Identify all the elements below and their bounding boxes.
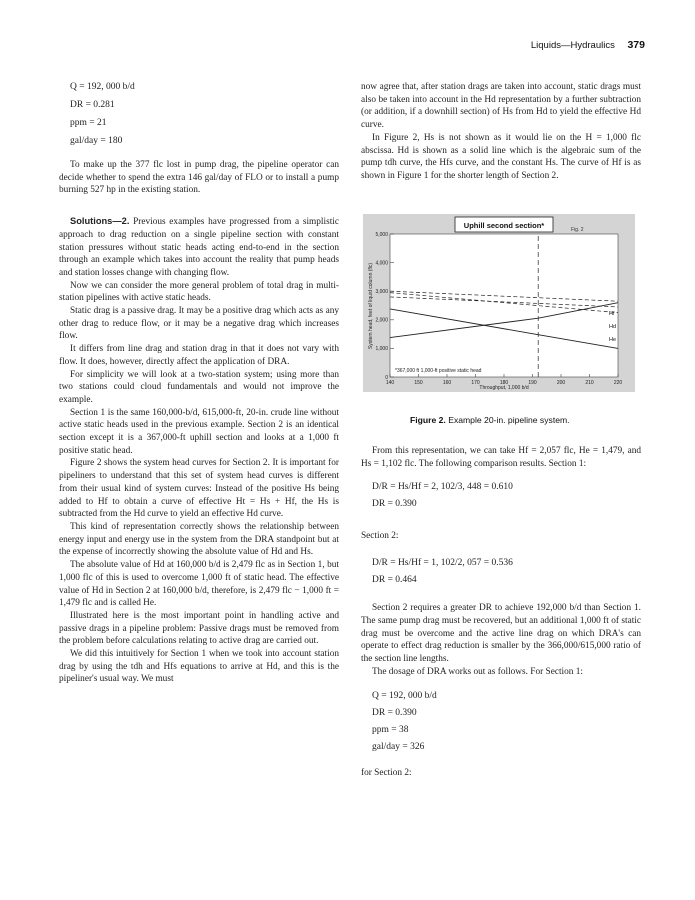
equation-line: DR = 0.390	[372, 499, 417, 510]
caption-text: Example 20-in. pipeline system.	[445, 415, 570, 425]
x-tick-label: 210	[585, 380, 594, 386]
page-number: 379	[627, 39, 645, 51]
header-section: Liquids—Hydraulics	[530, 40, 615, 51]
caption-label: Figure 2.	[410, 415, 446, 425]
paragraph: To make up the 377 flc lost in pump drag, the pipeline operator can decide whether to spend the extra 146 gal/day of FLO or to install a pump burning 527 hp in the existing station.	[59, 160, 339, 196]
equation-line: D/R = Hs/Hf = 1, 102/2, 057 = 0.536	[372, 558, 513, 569]
equation-line: Q = 192, 000 b/d	[372, 691, 437, 702]
paragraph: Section 1 is the same 160,000-b/d, 615,000-ft, 20-in. crude line without active static heads used in the previous example. Section 2 is an identical section except it is a 367,000-ft uphill section and looks at a 1,000 ft positive static head.	[59, 407, 339, 456]
paragraph: Now we can consider the more general problem of total drag in multi-station pipelines with active static heads.	[59, 280, 339, 304]
equation-line: ppm = 21	[70, 118, 107, 128]
paragraph: This kind of representation correctly shows the relationship between energy input and energy use in the system from the DRA standpoint but at the expense of incorrectly showing the absolute value of Hd and Hs.	[59, 521, 339, 558]
x-tick-label: 150	[414, 380, 423, 386]
paragraph: In Figure 2, Hs is not shown as it would lie on the H = 1,000 flc abscissa. Hd is shown as a solid line which is the algebraic sum of the pump tdh curve, the Hfs curve, and the constant Hs. The curve of Hf is as shown in Figure 1 for the shorter length of Section 2.	[361, 132, 641, 181]
paragraph: Static drag is a passive drag. It may be a positive drag which acts as any other drag to reduce flow, or it may be a negative drag which increases flow.	[59, 306, 339, 342]
curve-label-hf: Hf	[609, 311, 615, 317]
x-tick-label: 220	[613, 380, 623, 386]
x-tick-label: 170	[471, 380, 480, 386]
x-tick-label: 190	[528, 380, 537, 386]
section-heading: Solutions—2.	[70, 216, 130, 227]
section2-label: Section 2:	[361, 531, 399, 542]
chart-footnote: *367,000 ft 1,000-ft positive static head	[395, 368, 482, 374]
equation-line: DR = 0.281	[70, 100, 115, 110]
equation-block-bottom	[361, 690, 641, 753]
y-tick-label: 3,000	[375, 289, 388, 295]
for-section2-text: for Section 2:	[361, 768, 412, 779]
y-tick-label: 0	[385, 374, 388, 381]
y-axis-label: System head, feet of liquid column (flc)	[368, 262, 374, 350]
paragraph: From this representation, we can take Hf = 2,057 flc, He = 1,479, and Hs = 1,102 flc. The following comparison results. Section 1:	[361, 446, 641, 469]
running-header	[531, 39, 645, 51]
equation-line: DR = 0.390	[372, 708, 417, 719]
solutions-text: Previous examples have progressed from a simplistic approach to drag reduction on a single pipeline section with constant station pressures without static heads acting end-to-end in the section through an example which takes into account the reality that pump heads and station losses change with changing flow.	[59, 217, 339, 278]
curve-label-hd: Hd	[609, 324, 617, 330]
right-column-top	[361, 81, 641, 183]
equation-line: gal/day = 180	[70, 136, 123, 146]
x-tick-label: 140	[385, 380, 395, 386]
equation-line: D/R = Hs/Hf = 2, 102/3, 448 = 0.610	[372, 482, 513, 493]
y-tick-label: 2,000	[375, 317, 388, 324]
equation-block-top	[59, 81, 339, 147]
chart-title: Uphill second section*	[463, 221, 545, 230]
x-tick-label: 160	[442, 380, 452, 386]
x-tick-label: 200	[556, 380, 566, 386]
equation-line: gal/day = 326	[372, 742, 425, 753]
y-tick-label: 1,000	[375, 346, 388, 353]
paragraph: now agree that, after station drags are taken into account, static drags must also be taken into account in the Hd representation by a further subtraction (or addition, if a downhill section) of Hs from Hd to yield the effective Hd curve.	[361, 82, 641, 131]
paragraph: Figure 2 shows the system head curves for Section 2. It is important for pipeliners to understand that this set of system head curves is different from their usual kind of system curves: Instead of the positive Hs being added to Hf to obtain a curve of effective Ht = Hs + Hf, the Hs is subtracted from the Hd curve to yield an effective Hd curve.	[59, 458, 339, 520]
equation-line: Q = 192, 000 b/d	[70, 82, 135, 92]
y-tick-label: 5,000	[375, 231, 388, 238]
paragraph-solutions	[59, 215, 339, 280]
x-tick-label: 180	[499, 380, 509, 386]
paragraph: Illustrated here is the most important point in handling active and passive drags in a pipeline problem: Passive drags must be removed from the problem before calculations relating to active drag are carried out.	[59, 610, 339, 647]
fig-tag: Fig. 2	[571, 227, 584, 233]
paragraph: We did this intuitively for Section 1 when we took into account station drag by using the tdh and Hfs equations to arrive at Hd, and this is the pipeliner's usual way. We must	[59, 649, 339, 685]
paragraph: It differs from line drag and station drag in that it does not vary with flow. It does, however, directly affect the application of DRA.	[59, 344, 339, 367]
right-column-bottom	[361, 445, 641, 780]
figure-caption	[410, 415, 570, 425]
equation-block-section2	[361, 557, 641, 586]
paragraph: For simplicity we will look at a two-station system; using more than two stations could cloud fundamentals and would not improve the example.	[59, 369, 339, 405]
paragraph: The absolute value of Hd at 160,000 b/d is 2,479 flc as in Section 1, but 1,000 flc of this is used to overcome 1,000 ft of static head. The effective value of Hd in Section 2 at 160,000 b/d, therefore, is 2,479 flc − 1,000 ft = 1,479 flc and is called He.	[59, 560, 339, 609]
curve-label-he: He	[609, 337, 617, 343]
left-column	[59, 81, 339, 686]
figure-2-chart	[363, 214, 635, 392]
paragraph: Section 2 requires a greater DR to achieve 192,000 b/d than Section 1. The same pump drag must be recovered, but an additional 1,000 ft of static drag must be overcome and the active line drag on which DRA's can operate to effect drag reduction is smaller by the 366,000/615,000 ratio of the section line lengths.	[361, 603, 641, 664]
x-axis-label: Throughput, 1,000 b/d	[479, 385, 529, 391]
equation-line: DR = 0.464	[372, 575, 417, 586]
equation-block-section1	[361, 481, 641, 510]
equation-line: ppm = 38	[372, 725, 409, 736]
plot-area	[390, 234, 618, 377]
y-tick-label: 4,000	[375, 260, 388, 267]
paragraph: The dosage of DRA works out as follows. For Section 1:	[372, 666, 583, 677]
